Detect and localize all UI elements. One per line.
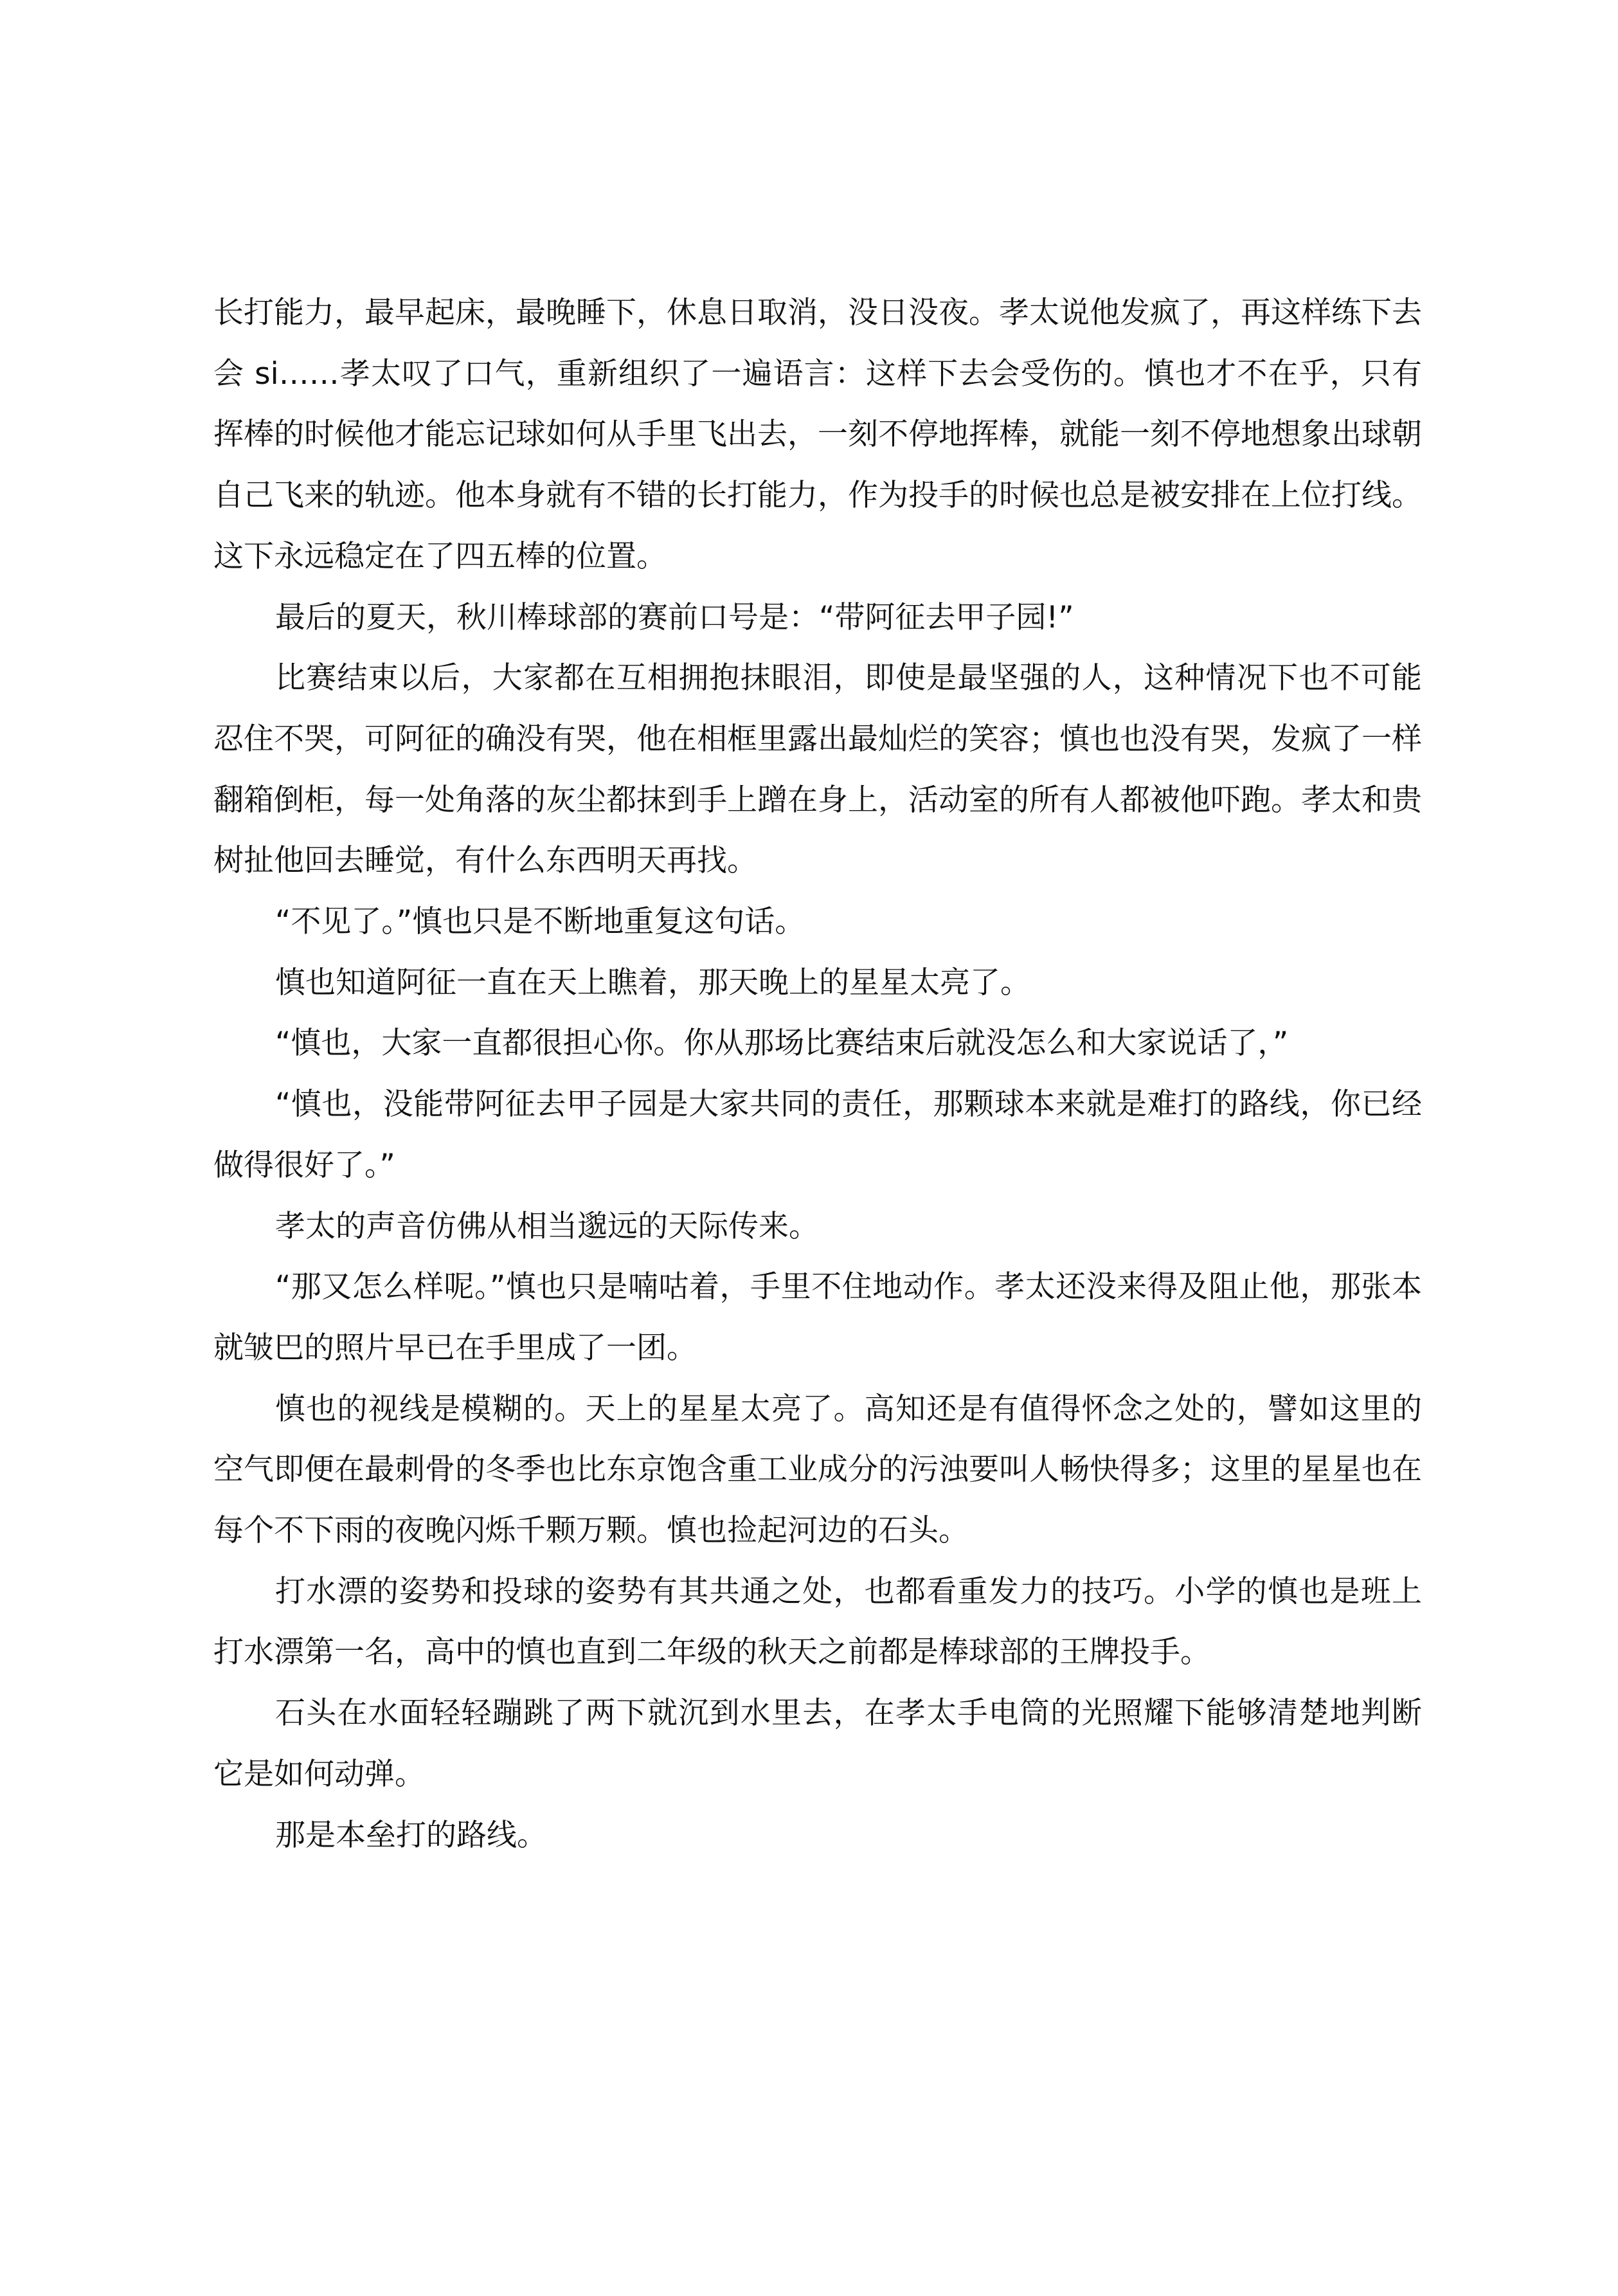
paragraph: 比赛结束以后，大家都在互相拥抱抹眼泪，即使是最坚强的人，这种情况下也不可能忍住不哭，可阿征的确没有哭，他在相框里露出最灿烂的笑容；慎也也没有哭，发疯了一样翻箱倒柜，每一处角落的灰尘都抹到手上蹭在身上，活动室的所有人都被他吓跑。孝太和贵树扯他回去睡觉，有什么东西明天再找。 bbox=[213, 660, 1422, 879]
paragraph: “慎也，没能带阿征去甲子园是大家共同的责任，那颗球本来就是难打的路线，你已经做得很好了。” bbox=[213, 1087, 1422, 1183]
paragraph: 石头在水面轻轻蹦跳了两下就沉到水里去，在孝太手电筒的光照耀下能够清楚地判断它是如何动弹。 bbox=[213, 1695, 1422, 1792]
paragraph: 打水漂的姿势和投球的姿势有其共通之处，也都看重发力的技巧。小学的慎也是班上打水漂第一名，高中的慎也直到二年级的秋天之前都是棒球部的王牌投手。 bbox=[213, 1573, 1422, 1670]
document-body bbox=[213, 283, 1422, 1866]
paragraph: 长打能力，最早起床，最晚睡下，休息日取消，没日没夜。孝太说他发疯了，再这样练下去会 si……孝太叹了口气，重新组织了一遍语言：这样下去会受伤的。慎也才不在乎，只有挥棒的时候他才能忘记球如何从手里飞出去，一刻不停地挥棒，就能一刻不停地想象出球朝自己飞来的轨迹。他本身就有不错的长打能力，作为投手的时候也总是被安排在上位打线。这下永远稳定在了四五棒的位置。 bbox=[213, 295, 1422, 574]
paragraph: 那是本垒打的路线。 bbox=[275, 1817, 547, 1853]
paragraph: 慎也的视线是模糊的。天上的星星太亮了。高知还是有值得怀念之处的，譬如这里的空气即便在最刺骨的冬季也比东京饱含重工业成分的污浊要叫人畅快得多；这里的星星也在每个不下雨的夜晚闪烁千颗万颗。慎也捡起河边的石头。 bbox=[213, 1391, 1422, 1549]
paragraph: “不见了。”慎也只是不断地重复这句话。 bbox=[275, 904, 805, 940]
paragraph: 最后的夏天，秋川棒球部的赛前口号是：“带阿征去甲子园!” bbox=[275, 599, 1074, 635]
paragraph: “慎也，大家一直都很担心你。你从那场比赛结束后就没怎么和大家说话了，” bbox=[275, 1026, 1289, 1062]
paragraph: 孝太的声音仿佛从相当邈远的天际传来。 bbox=[275, 1208, 819, 1244]
paragraph: “那又怎么样呢。”慎也只是喃咕着，手里不住地动作。孝太还没来得及阻止他，那张本就皱巴的照片早已在手里成了一团。 bbox=[213, 1269, 1422, 1366]
paragraph: 慎也知道阿征一直在天上瞧着，那天晚上的星星太亮了。 bbox=[275, 964, 1030, 1000]
